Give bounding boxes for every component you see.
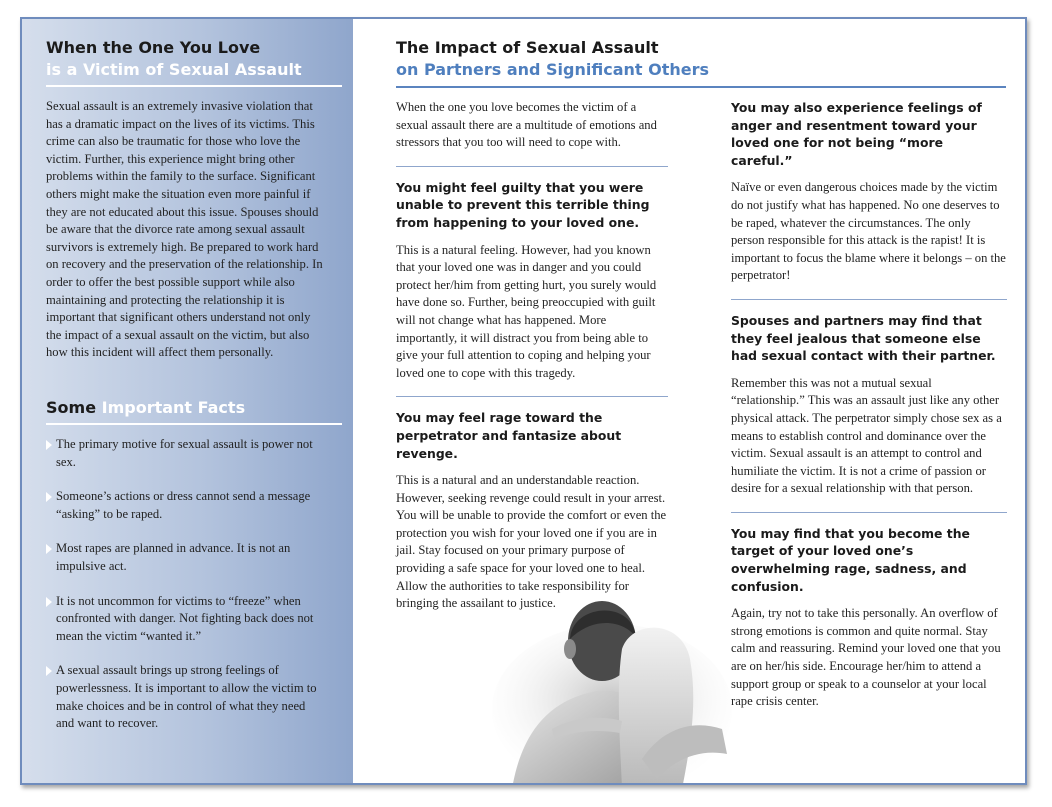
fact-text: Someone’s actions or dress cannot send a message “asking” to be raped. [56, 489, 311, 521]
brochure-page [20, 17, 1027, 785]
bullet-triangle-icon [46, 544, 52, 554]
fact-item [46, 540, 326, 575]
sidebar-title-line2: is a Victim of Sexual Assault [46, 60, 302, 79]
col2-answer-anger: Naïve or even dangerous choices made by the victim do not justify what has happened. No one deserves to be raped, whatever the circumstances. The only person responsible for this attack is the rapist! It is important to focus the blame where it belongs – on the perpetrator! [731, 180, 1006, 283]
fact-item [46, 436, 326, 471]
facts-heading-some: Some [46, 398, 97, 417]
section-divider [731, 299, 1007, 300]
fact-text: The primary motive for sexual assault is power not sex. [56, 437, 313, 469]
sidebar-title [46, 37, 342, 87]
fact-item [46, 488, 326, 523]
bullet-triangle-icon [46, 492, 52, 502]
main-title-line2: on Partners and Significant Others [396, 60, 710, 79]
section-divider [396, 396, 668, 397]
col2-question-jealous: Spouses and partners may find that they feel jealous that someone else had sexual contact with their partner. [731, 312, 996, 364]
col2-answer-jealous: Remember this was not a mutual sexual “relationship.” This was an assault just like any other physical attack. The perpetrator simply chose sex as a means to establish control and dominance over the victim. Sexual assault is an attempt to control and humiliate the victim. It is not a crime of passion or desire for a sexual relationship with that person. [731, 375, 1002, 496]
fact-text: It is not uncommon for victims to “freeze” when confronted with danger. Not fighting back does not mean the victim “wanted it.” [56, 593, 314, 643]
col1-intro: When the one you love becomes the victim of a sexual assault there are a multitude of emotions and stressors that you too will need to cope with. [396, 100, 657, 150]
sidebar-intro: Sexual assault is an extremely invasive violation that has a dramatic impact on the lives of its victims. This crime can also be traumatic for those who love the victim. Further, this experience might bring other problems within the family to the surface. Significant others might make the situation even more painful if they are not educated about this issue. Spouses should be aware that the divorce rate among sexual assault survivors is extremely high. Be prepared to work hard on recovery and the preservation of the relationship. In order to offer the best possible support while also maintaining and protecting the relationship it is important that significant others understand not only the impact of a sexual assault on the victim, but also how this incident will affect them personally. [46, 99, 323, 360]
col1-question-rage: You may feel rage toward the perpetrator and fantasize about revenge. [396, 410, 622, 461]
fact-text: Most rapes are planned in advance. It is not an impulsive act. [56, 541, 291, 573]
bullet-triangle-icon [46, 440, 52, 450]
column-right [731, 99, 1007, 711]
main-title-line1: The Impact of Sexual Assault [396, 38, 659, 57]
col2-question-anger: You may also experience feelings of anger and resentment toward your loved one for not being “more careful.” [731, 100, 982, 168]
facts-list [46, 436, 326, 750]
facts-heading [46, 397, 342, 425]
facts-heading-rule [46, 423, 342, 425]
fact-text: A sexual assault brings up strong feelings of powerlessness. It is important to allow the victim to make choices and be in control of what they need and want to recover. [56, 663, 317, 731]
col1-answer-rage: This is a natural and an understandable reaction. However, seeking revenge could result in your arrest. You will be unable to provide the comfort or even the protection you wish for your loved one if you are in jail. Stay focused on your primary purpose of providing a safe space for your loved one to heal. Allow the authorities to take responsibility for bringing the assailant to justice. [396, 473, 667, 611]
sidebar-title-line1: When the One You Love [46, 38, 261, 57]
section-divider [731, 512, 1007, 513]
column-left [396, 99, 668, 613]
couple-embracing-photo [492, 579, 732, 785]
sidebar-panel [22, 19, 353, 783]
main-title [396, 37, 1006, 88]
col2-question-target: You may find that you become the target of your loved one’s overwhelming rage, sadness, and confusion. [731, 525, 970, 594]
facts-heading-important: Important Facts [101, 398, 246, 417]
section-divider [396, 166, 668, 167]
main-title-rule [396, 86, 1006, 88]
col1-question-guilt: You might feel guilty that you were unable to prevent this terrible thing from happening to your loved one. [396, 179, 650, 230]
col2-answer-target: Again, try not to take this personally. An overflow of strong emotions is common and quite normal. Stay calm and reassuring. Remind your loved one that you are on her/his side. Encourage her/him to attend a support group or speak to a counselor at your local rape crisis center. [731, 606, 1001, 709]
sidebar-title-rule [46, 85, 342, 87]
bullet-triangle-icon [46, 666, 52, 676]
fact-item [46, 662, 326, 732]
bullet-triangle-icon [46, 597, 52, 607]
col1-answer-guilt: This is a natural feeling. However, had you known that your loved one was in danger and you could protect her/him from getting hurt, you surely would have done so. Further, being preoccupied with guilt will not change what has happened. More importantly, it will distract you from being able to give your full attention to coping and helping your loved one to cope with this tragedy. [396, 242, 657, 380]
fact-item [46, 593, 326, 646]
